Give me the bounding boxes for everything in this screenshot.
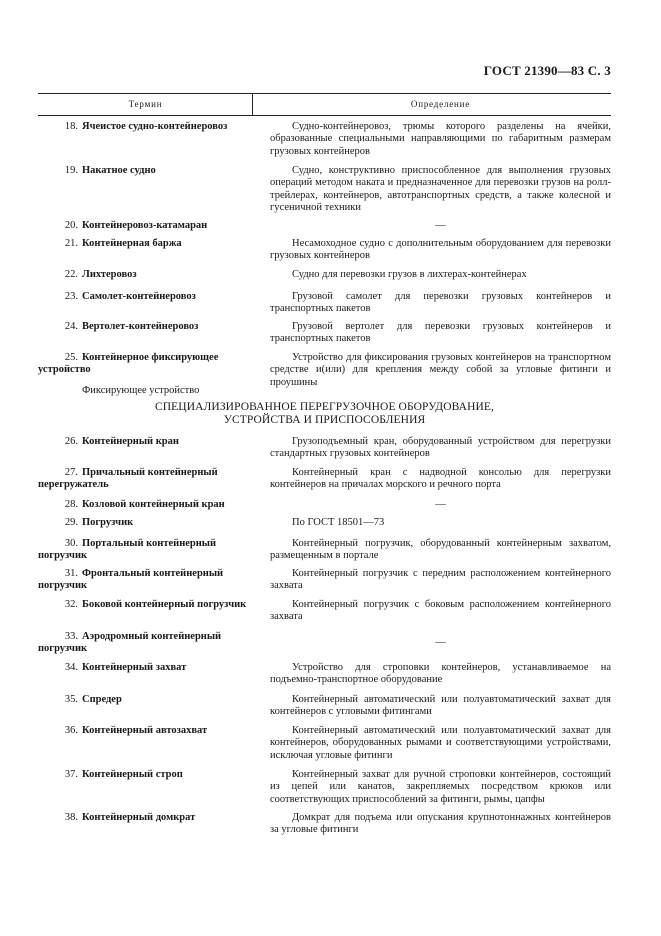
term-number: 30. (64, 538, 78, 549)
term-number: 33. (64, 631, 78, 642)
definition-cell (270, 269, 611, 281)
term-name: Причальный контейнерный перегружатель (38, 467, 218, 491)
section-title-line-1: СПЕЦИАЛИЗИРОВАННОЕ ПЕРЕГРУЗОЧНОЕ ОБОРУДОВАНИЕ, (155, 401, 494, 413)
term-name: Вертолет-контейнеровоз (82, 321, 199, 332)
definition-text: Грузовой вертолет для перевозки грузовых контейнеров и транспортных пакетов (270, 321, 611, 345)
definition-text: — (435, 499, 446, 510)
definition-text: Устройство для строповки контейнеров, устанавливаемое на подъемно-транспортное оборудование (270, 662, 611, 686)
definition-text: Контейнерный автоматический или полуавтоматический захват для контейнеров, оборудованных рымами и соответствующими устройствами, исключая угловые фитинги (270, 725, 611, 761)
term-name: Контейнерный домкрат (82, 812, 196, 823)
term-name: Погрузчик (82, 517, 134, 528)
definition-text: По ГОСТ 18501—73 (292, 517, 385, 528)
term-name: Спредер (82, 694, 122, 705)
term-cell (38, 631, 243, 656)
term-cell (38, 121, 243, 133)
term-number: 22. (64, 269, 78, 280)
term-number: 32. (64, 599, 78, 610)
term-number: 27. (64, 467, 78, 478)
definition-cell (270, 599, 611, 624)
term-cell (38, 568, 243, 593)
term-name: Ячеистое судно-контейнеровоз (82, 121, 228, 132)
term-name: Накатное судно (82, 165, 156, 176)
term-name: Контейнерный захват (82, 662, 187, 673)
term-name: Боковой контейнерный погрузчик (82, 599, 247, 610)
definition-text: — (435, 220, 446, 231)
definition-cell (270, 499, 611, 511)
definition-text: Судно-контейнеровоз, трюмы которого разделены на ячейки, образованные специальными направляющими по габаритным размерам грузовых контейнеров (270, 121, 611, 157)
definition-cell (270, 352, 611, 389)
definition-cell (270, 467, 611, 492)
definition-cell (270, 568, 611, 593)
term-cell (38, 165, 243, 177)
term-cell (38, 291, 243, 303)
definition-cell (270, 538, 611, 563)
term-number: 21. (64, 238, 78, 249)
definition-text: Контейнерный кран с надводной консолью для перегрузки контейнеров на причалах морского и речного порта (270, 467, 611, 491)
term-number: 26. (64, 436, 78, 447)
term-name: Козловой контейнерный кран (82, 499, 225, 510)
term-cell (38, 662, 243, 674)
term-number: 38. (64, 812, 78, 823)
term-name: Контейнерная баржа (82, 238, 182, 249)
term-name: Контейнерное фиксирующее устройство (38, 352, 219, 376)
definition-cell (270, 694, 611, 719)
definition-text: Контейнерный автоматический или полуавтоматический захват для контейнеров с угловыми фитингами (270, 694, 611, 718)
term-cell (38, 220, 243, 232)
term-cell (38, 694, 243, 706)
table-header-rule (38, 115, 611, 116)
term-cell (38, 812, 243, 824)
column-header-definition: Определение (410, 99, 471, 109)
definition-text: Контейнерный погрузчик с боковым расположением контейнерного захвата (270, 599, 611, 623)
definition-text: Домкрат для подъема или опускания крупнотоннажных контейнеров за угловые фитинги (270, 812, 611, 836)
definition-text: Грузовой самолет для перевозки грузовых контейнеров и транспортных пакетов (270, 291, 611, 315)
term-number: 19. (64, 165, 78, 176)
term-number: 23. (64, 291, 78, 302)
definition-cell (270, 637, 611, 649)
definition-text: Контейнерный погрузчик с передним расположением контейнерного захвата (270, 568, 611, 592)
term-cell (38, 517, 243, 529)
section-title (38, 401, 611, 427)
term-name: Контейнеровоз-катамаран (82, 220, 208, 231)
term-cell (38, 321, 243, 333)
definition-cell (270, 517, 611, 529)
term-number: 37. (64, 769, 78, 780)
definition-cell (270, 291, 611, 316)
term-number: 29. (64, 517, 78, 528)
definition-cell (270, 121, 611, 158)
term-name: Аэродромный контейнерный погрузчик (38, 631, 222, 655)
term-cell (38, 725, 243, 737)
term-name: Лихтеровоз (82, 269, 137, 280)
definition-text: Несамоходное судно с дополнительным оборудованием для перевозки грузовых контейнеров (270, 238, 611, 262)
column-header-row (38, 96, 611, 114)
term-cell (38, 467, 243, 492)
term-name: Самолет-контейнеровоз (82, 291, 196, 302)
term-cell (38, 352, 253, 397)
definition-cell (270, 812, 611, 837)
term-cell (38, 269, 243, 281)
column-header-divider (252, 93, 253, 115)
term-cell (38, 769, 243, 781)
definition-cell (270, 220, 611, 232)
column-header-term: Термин (128, 99, 163, 109)
definition-text: Контейнерный погрузчик, оборудованный контейнерным захватом, размещенным в портале (270, 538, 611, 562)
definition-cell (270, 769, 611, 806)
definition-cell (270, 165, 611, 215)
term-name: Портальный контейнерный погрузчик (38, 538, 217, 562)
definition-cell (270, 238, 611, 263)
term-number: 36. (64, 725, 78, 736)
definition-cell (270, 725, 611, 762)
definition-text: — (435, 637, 446, 648)
term-cell (38, 238, 243, 250)
term-number: 34. (64, 662, 78, 673)
definition-text: Грузоподъемный кран, оборудованный устройством для перегрузки стандартных грузовых контейнеров (270, 436, 611, 460)
term-cell (38, 499, 243, 511)
term-number: 31. (64, 568, 78, 579)
section-title-line-2: УСТРОЙСТВА И ПРИСПОСОБЛЕНИЯ (223, 414, 426, 426)
definition-cell (270, 321, 611, 346)
definition-text: Судно для перевозки грузов в лихтерах-контейнерах (292, 269, 527, 280)
page-header: ГОСТ 21390—83 С. 3 (483, 63, 611, 78)
term-name: Фронтальный контейнерный погрузчик (38, 568, 224, 592)
definition-cell (270, 662, 611, 687)
term-number: 24. (64, 321, 78, 332)
term-number: 20. (64, 220, 78, 231)
term-cell (38, 599, 258, 611)
definition-cell (270, 436, 611, 461)
term-name: Контейнерный строп (82, 769, 183, 780)
term-number: 35. (64, 694, 78, 705)
table-top-rule (38, 93, 611, 94)
term-cell (38, 436, 243, 448)
definition-text: Контейнерный захват для ручной строповки контейнеров, состоящий из цепей или канатов, закрепляемых посредством крюков или соответствующих приспособлений за фитинги, рымы, цапфы (270, 769, 611, 805)
term-synonym: Фиксирующее устройство (82, 384, 200, 396)
term-name: Контейнерный автозахват (82, 725, 208, 736)
term-cell (38, 538, 243, 563)
term-number: 28. (64, 499, 78, 510)
term-number: 25. (64, 352, 78, 363)
definition-text: Устройство для фиксирования грузовых контейнеров на транспортном средстве и(или) для крепления между собой за угловые фитинги и проушины (270, 352, 611, 388)
term-name: Контейнерный кран (82, 436, 179, 447)
definition-text: Судно, конструктивно приспособленное для выполнения грузовых операций методом наката и предназначенное для перевозки грузов на ролл-трейлерах, контейнеров, автотранспортных средств, а также колесной и гусеничной техники (270, 165, 611, 214)
term-number: 18. (64, 121, 78, 132)
